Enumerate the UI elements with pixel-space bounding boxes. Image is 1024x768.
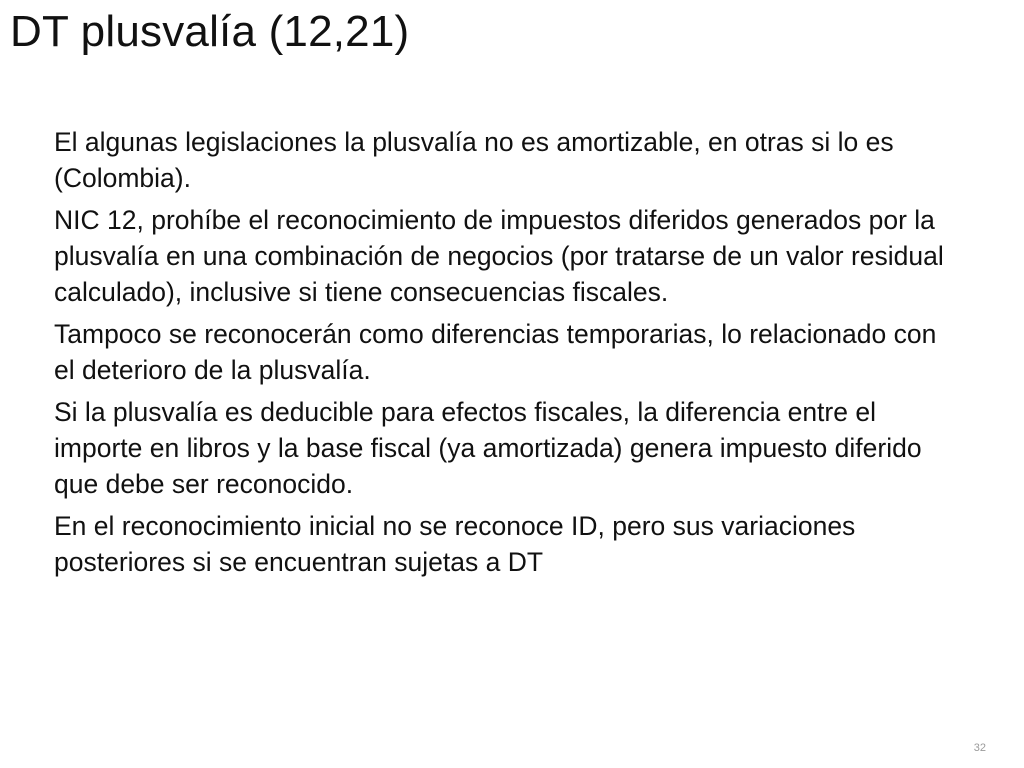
paragraph-1: El algunas legislaciones la plusvalía no es amortizable, en otras si lo es (Colombia). [54, 127, 894, 193]
page-number: 32 [973, 742, 986, 754]
paragraph-5: En el reconocimiento inicial no se reconoce ID, pero sus variaciones posteriores si se encuentran sujetas a DT [54, 511, 856, 577]
paragraph-3: Tampoco se reconocerán como diferencias temporarias, lo relacionado con el deterioro de la plusvalía. [54, 319, 937, 385]
paragraph-4: Si la plusvalía es deducible para efectos fiscales, la diferencia entre el importe en libros y la base fiscal (ya amortizada) genera impuesto diferido que debe ser reconocido. [54, 397, 922, 499]
paragraph-2: NIC 12, prohíbe el reconocimiento de impuestos diferidos generados por la plusvalía en una combinación de negocios (por tratarse de un valor residual calculado), inclusive si tiene consecuencias fiscales. [54, 205, 944, 307]
slide-body [54, 124, 954, 586]
slide-title: DT plusvalía (12,21) [10, 7, 410, 56]
